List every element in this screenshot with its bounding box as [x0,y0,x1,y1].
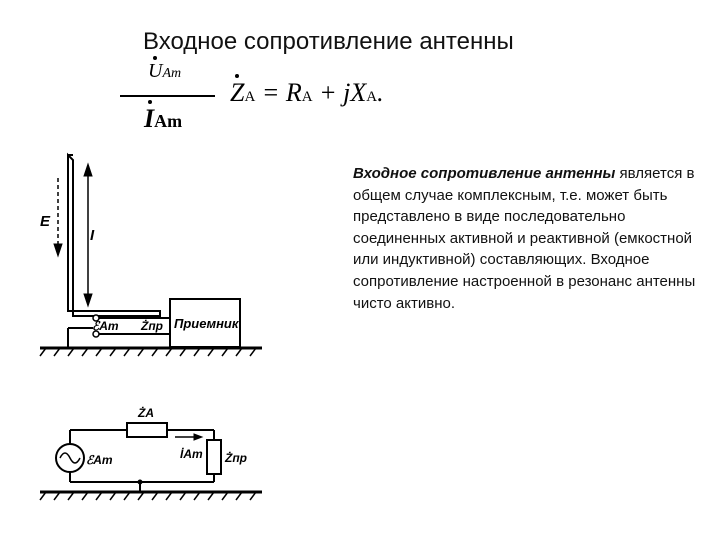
voltage-symbol: U [148,60,163,82]
description-text [353,163,698,314]
label-Zpr-top: Żпр [141,319,163,333]
description-body: является в общем случае комплексным, т.е. может быть представлено в виде последовательно соединенных активной и реактивной (емкостной или индуктивной) составляющих. Входное сопротивление настроенной в резонанс антенны чисто активно. [353,165,696,312]
receiver-label: Приемник [174,316,239,331]
field-arrow-head [54,244,62,256]
resistance-symbol: R [285,78,302,107]
formula-period: . [377,78,384,107]
ground-node [138,480,142,484]
antenna-mast [68,155,160,316]
resistance-subscript: A [301,89,313,105]
current-symbol: I [144,104,155,133]
plus-sign: + [312,78,344,107]
equals-sign: = [255,78,286,107]
circuit-current-arrow-head [194,434,202,440]
source-sine [60,453,80,463]
voltage-subscript: Am [162,66,182,81]
current-arrow-head-top [84,164,92,176]
impedance-subscript: A [244,89,256,105]
load-impedance-box [207,440,221,474]
label-ZA: ŻA [138,406,154,420]
description-term: Входное сопротивление антенны [353,165,616,182]
reactance-subscript: A [366,89,378,105]
impedance-symbol: Z [230,78,245,107]
label-I: I [90,227,95,244]
current-arrow-head-bottom [84,294,92,306]
label-EAm: ℰAm [92,319,119,333]
reactance-symbol: jX [343,78,367,107]
label-IAm: İAm [180,447,203,461]
label-E: E [40,213,51,230]
antenna-impedance-box [127,423,167,437]
label-EAm-circuit: ℰAm [86,453,113,467]
current-subscript: Am [154,111,183,131]
slide-title: Входное сопротивление антенны [143,28,514,55]
label-Zpr-circuit: Żпр [225,451,247,465]
